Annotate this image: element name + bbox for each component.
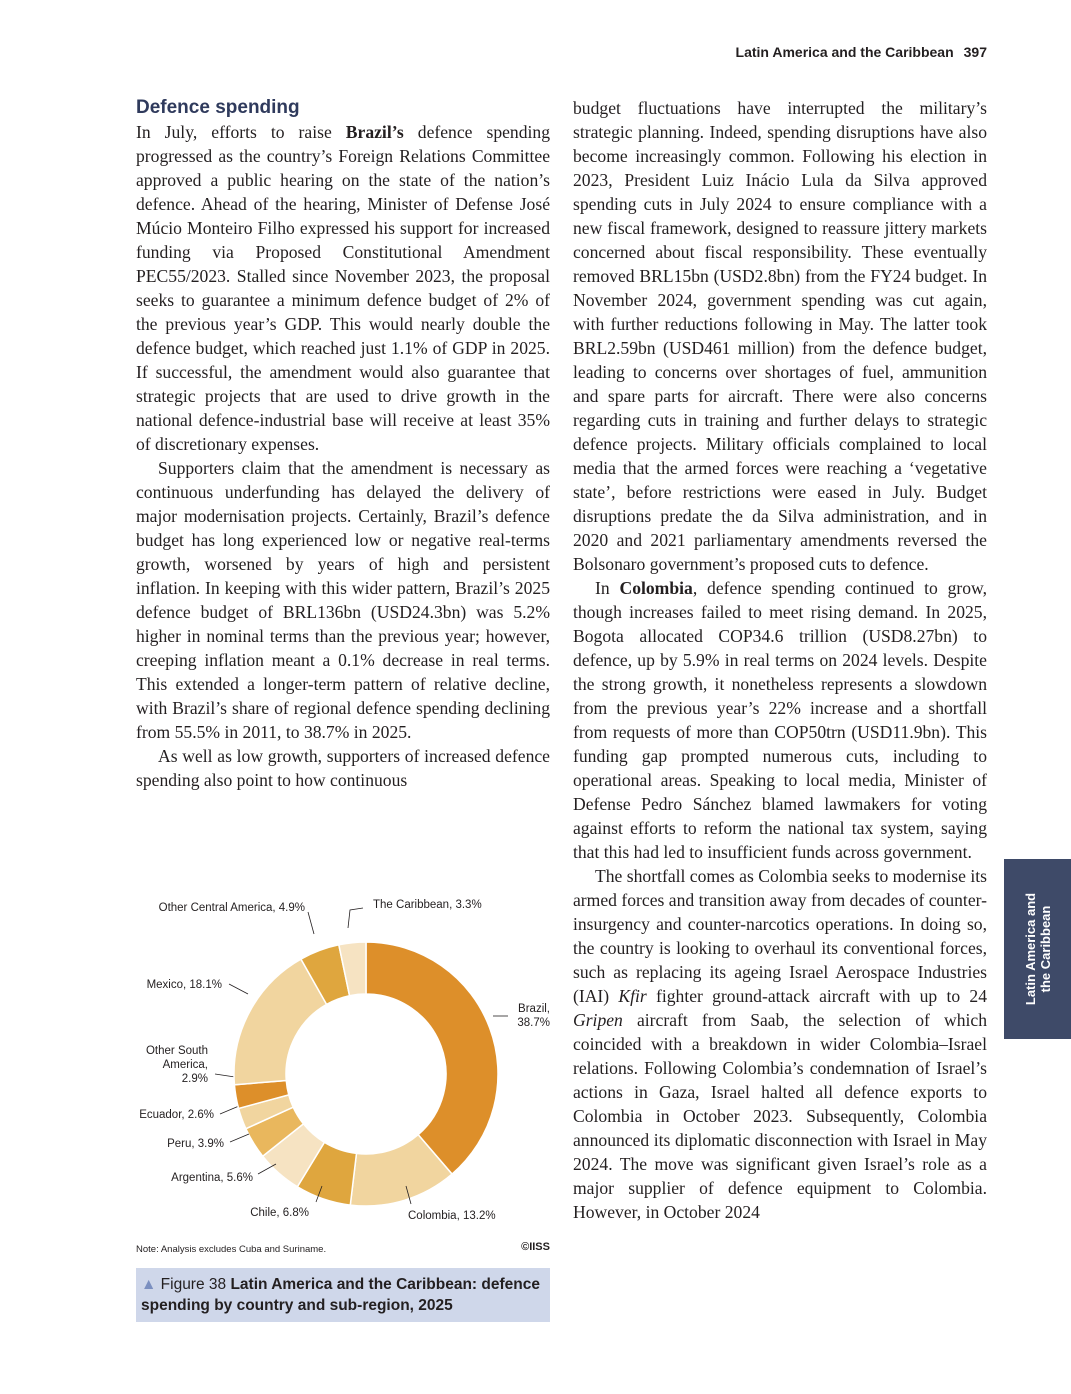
slice-label-other-south-america: Other South America, 2.9% [145,1045,208,1085]
chapter-side-tab [1004,859,1071,1039]
side-tab-line-2: the Caribbean [1037,905,1053,993]
slice-label-chile: Chile, 6.8% [250,1207,309,1219]
paragraph-4: budget fluctuations have interrupted the military’s strategic planning. Indeed, spending disruptions have also become increasingly common. Following his election in 2023, President Luiz Inácio Lula da Silva approved spending cuts in July 2024 to ensure compliance with a new fiscal framework, designed to reassure jittery markets concerned about fiscal responsibility. These eventually removed BRL15bn (USD2.8bn) from the FY24 budget. In November 2024, government spending was cut again, with further reductions following in May. The latter took BRL2.59bn (USD461 million) from the defence budget, leading to concerns over shortages of fuel, ammunition and spare parts for aircraft. There were also concerns regarding cuts in training and further delays to strategic defence projects. Military officials complained to local media that the armed forces were reaching a ‘vegetative state’, before restrictions were eased in July. Budget disruptions predate the da Silva administration, and in 2020 and 2021 parliamentary amendments reversed the Bolsonaro government’s proposed cuts to defence. [573,98,987,574]
italic-aircraft-name: Gripen [573,1010,623,1030]
right-column [573,96,987,1224]
figure-credit: ©IISS [521,1241,550,1253]
italic-aircraft-name: Kfir [618,986,647,1006]
bold-country-brazil: Brazil’s [345,122,404,142]
page-number: 397 [963,44,987,60]
leader-line [215,1074,235,1077]
leader-line [308,912,314,934]
text-run: , defence spending continued to grow, though increases failed to meet rising demand. In 2025, Bogota allocated COP34.6 trillion (USD8.27bn) to defence, up by 5.9% in real terms on 2024 levels. Despite the strong growth, it nonetheless represents a slowdown from the previous year’s 22% increase and a shortfall from requests of more than COP50trn (USD11.9bn). This funding gap prompted numerous cuts, including to operational areas. Speaking to local media, Minister of Defense Pedro Sánchez blamed lawmakers for voting against efforts to reform the national tax system, saying that this had led to insufficient funds across government. [573,578,987,862]
slice-label-the-caribbean: The Caribbean, 3.3% [373,899,482,911]
text-run: fighter ground-attack aircraft with up to 24 [646,986,987,1006]
caption-figure-title: Latin America and the Caribbean: defence spending by country and sub-region, 2025 [141,1276,540,1314]
caption-triangle-icon: ▲ [141,1276,157,1293]
text-run: The shortfall comes as Colombia seeks to modernise its armed forces and transition away from decades of counter-insurgency and counter-narcotics operations. In doing so, the country is looking to overhaul its conventional forces, such as replacing its ageing Israel Aerospace Industries (IAI) [573,866,987,1006]
paragraph-2: Supporters claim that the amendment is necessary as continuous underfunding has delayed the delivery of major modernisation projects. Certainly, Brazil’s defence budget has long experienced low or negative real-terms growth, worsened by years of high and persistent inflation. In keeping with this wider pattern, Brazil’s 2025 defence budget of BRL136bn (USD24.3bn) was 5.2% higher in nominal terms than the previous year; however, creeping inflation meant a 0.1% decrease in real terms. This extended a longer-term pattern of relative decline, with Brazil’s share of regional defence spending declining from 55.5% in 2011, to 38.7% in 2025. [136,458,550,742]
side-tab-label [1023,893,1053,1005]
text-run: In [595,578,620,598]
text-run: aircraft from Saab, the selection of which coincided with a breakdown in wider Colombia–Israel relations. Following Colombia’s condemnation of Israel’s actions in Gaza, Israel halted all defence exports to Colombia in October 2023. Subsequently, Colombia announced its diplomatic disconnection with Israel in May 2024. The move was significant given Israel’s role as a major supplier of defence equipment to Colombia. However, in October 2024 [573,1010,987,1222]
leader-line [348,908,363,928]
paragraph-1 [136,120,550,456]
slice-label-mexico: Mexico, 18.1% [146,979,222,991]
bold-country-colombia: Colombia [619,578,693,598]
section-heading: Defence spending [136,97,300,118]
paragraph-6 [573,864,987,1224]
running-header [736,44,987,60]
slice-label-brazil: Brazil, 38.7% [517,1003,550,1029]
donut-chart [136,884,550,1234]
slice-label-ecuador: Ecuador, 2.6% [139,1109,214,1121]
paragraph-5 [573,576,987,864]
figure-caption [136,1268,550,1322]
leader-line [229,984,248,994]
slice-label-argentina: Argentina, 5.6% [171,1172,253,1184]
leader-line [230,1134,249,1142]
caption-figure-number: Figure 38 [160,1276,227,1293]
slice-label-peru: Peru, 3.9% [167,1138,224,1150]
figure-38 [136,884,550,1324]
text-run: defence spending progressed as the country’s Foreign Relations Committee approved a public hearing on the state of the nation’s defence. Ahead of the hearing, Minister of Defense José Múcio Monteiro Filho expressed his support for increased funding via Proposed Constitutional Amendment PEC55/2023. Stalled since November 2023, the proposal seeks to guarantee a minimum defence budget of 2% of the previous year’s GDP. This would nearly double the defence budget, which reached just 1.1% of GDP in 2025. If successful, the amendment would also guarantee that strategic projects that are used to drive growth in the national defence-industrial base will receive at least 35% of discretionary expenses. [136,122,550,454]
slice-label-colombia: Colombia, 13.2% [408,1210,496,1222]
text-run: In July, efforts to raise [136,122,346,142]
slice-label-other-central-america: Other Central America, 4.9% [158,902,305,914]
figure-note: Note: Analysis excludes Cuba and Suriname. [136,1244,327,1255]
donut-slice-brazil [366,942,498,1174]
header-section-title: Latin America and the Caribbean [735,44,954,60]
left-column [136,96,550,792]
leader-line [220,1106,239,1114]
paragraph-3: As well as low growth, supporters of increased defence spending also point to how continuous [136,746,550,790]
side-tab-line-1: Latin America and [1022,892,1038,1006]
